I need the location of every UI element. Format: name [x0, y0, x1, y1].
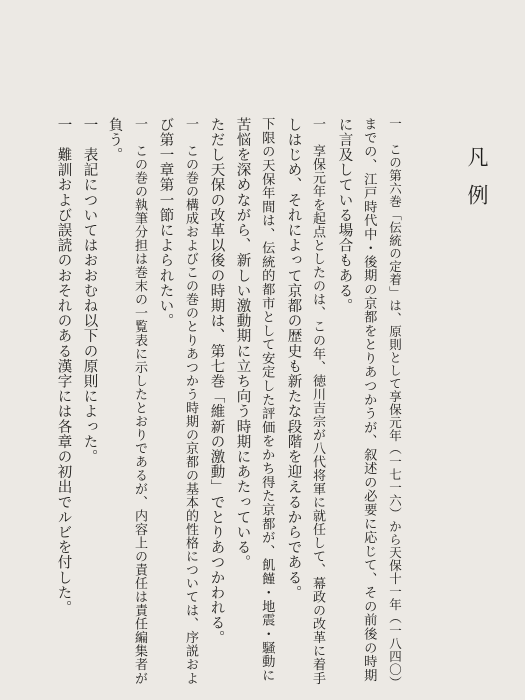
- text-column-10: び第一章第一節によられたい。: [157, 117, 174, 329]
- text-column-1: 一 この第六巻「伝統の定着」は、原則として享保元年（一七一六）から天保十一年（一八四〇）: [387, 117, 403, 689]
- text-column-12: 負う。: [106, 117, 123, 163]
- text-column-13: 一 表記についてはおおむね以下の原則によった。: [81, 117, 98, 465]
- page-title-1: 凡: [465, 146, 489, 167]
- text-column-7: 苦悩を深めながら、新しい激動期に立ち向う時期にあたっている。: [234, 117, 251, 570]
- text-column-8: ただし天保の改革以後の時期は、第七巻「維新の激動」でとりあつかわれる。: [208, 117, 225, 646]
- text-column-14: 一 難訓および誤読のおそれのある漢字には各章の初出でルビを付した。: [55, 117, 72, 616]
- text-column-11: 一 この巻の執筆分担は巻末の一覧表に示したとおりであるが、内容上の責任は責任編集者が: [132, 117, 147, 685]
- text-column-6: 下限の天保年間は、伝統的都市として安定した評価をかち得た京都が、飢饉・地震・騒動に: [259, 117, 275, 682]
- text-column-2: までの、江戸時代中・後期の京都をとりあつかうが、叙述の必要に応じて、その前後の時期: [361, 117, 377, 682]
- page-title-2: 例: [465, 184, 489, 205]
- text-column-5: しはじめ、それによって京都の歴史も新たな段階を迎えるからである。: [285, 117, 302, 601]
- text-column-4: 一 享保元年を起点としたのは、この年、徳川吉宗が八代将軍に就任して、幕政の改革に着手: [310, 117, 325, 685]
- text-column-3: に言及している場合もある。: [336, 117, 353, 314]
- text-column-9: 一 この巻の構成およびこの巻のとりあつかう時期の京都の基本的性格については、序説およ: [183, 117, 198, 685]
